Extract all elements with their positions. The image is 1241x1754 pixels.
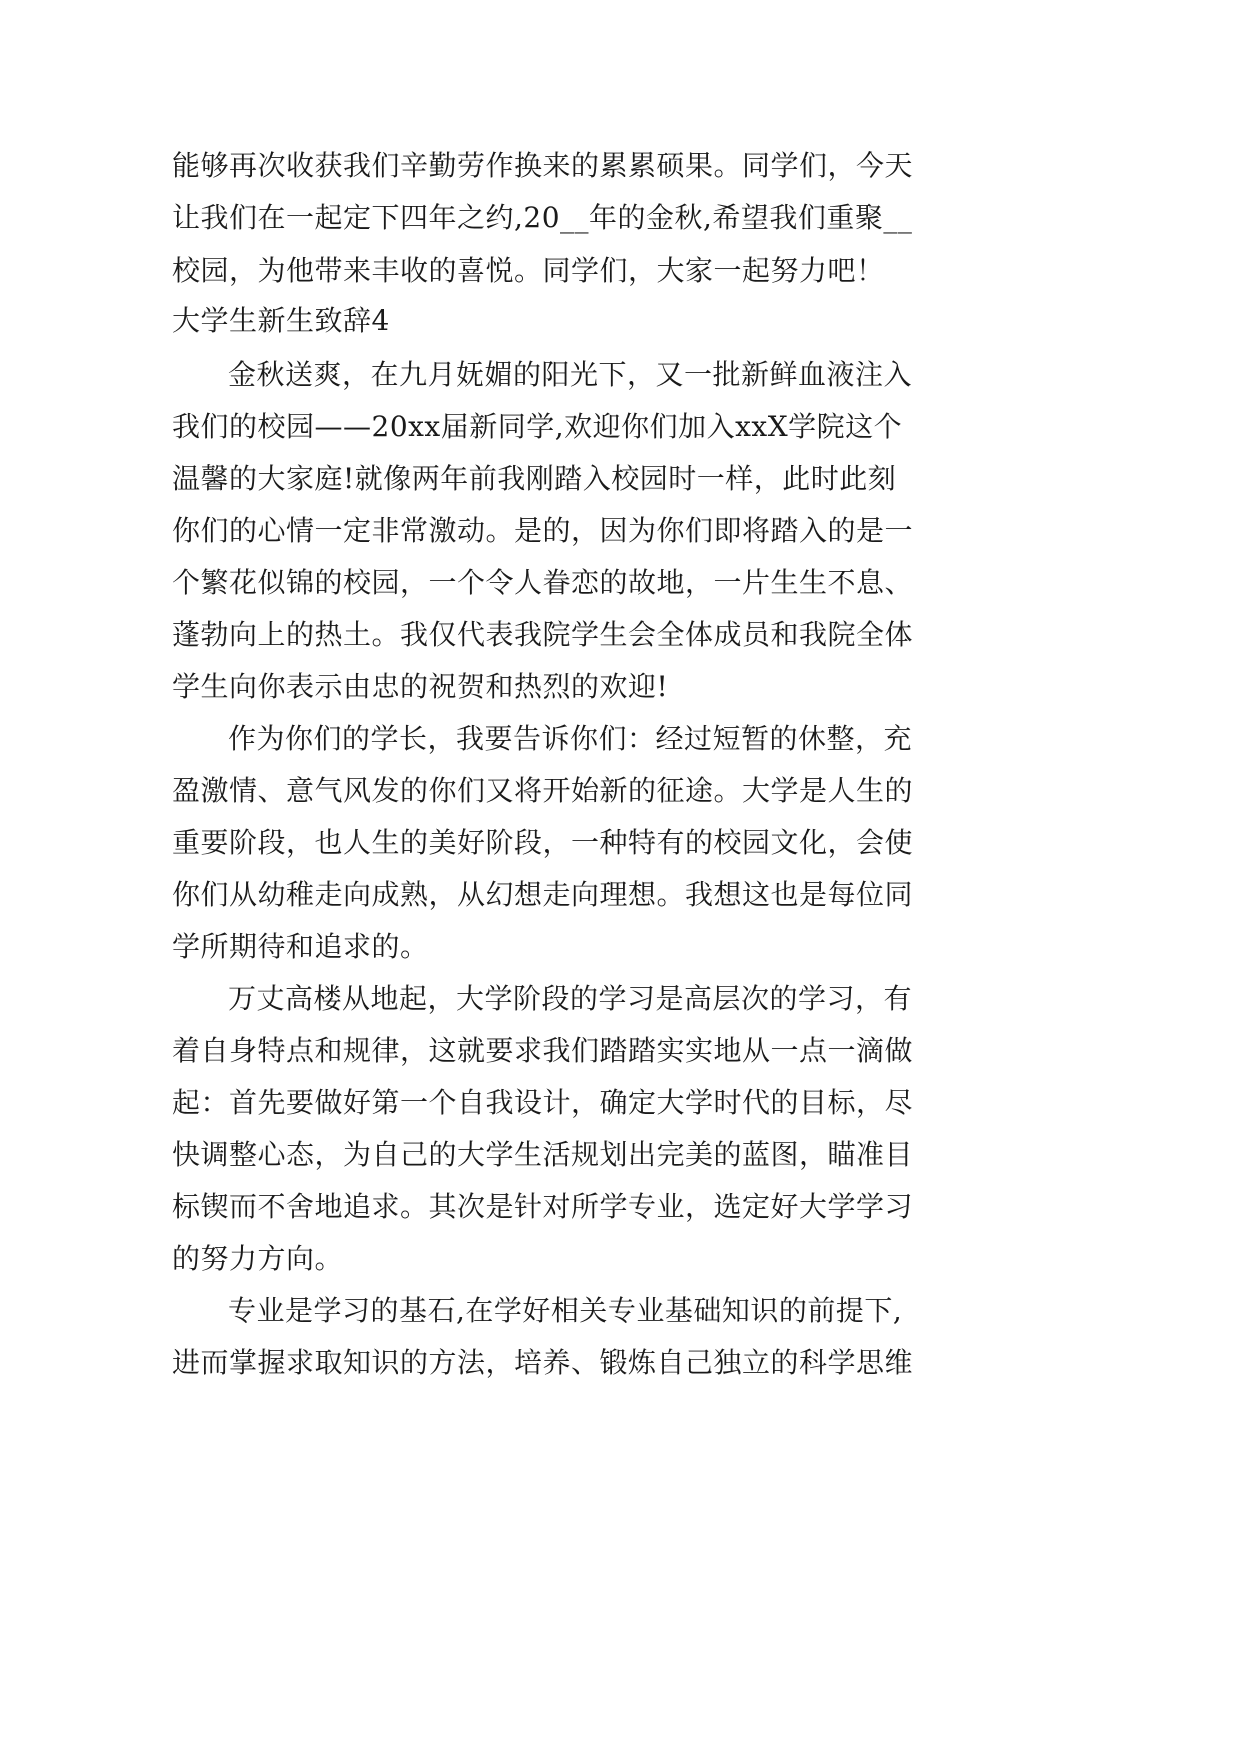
text-line: 温馨的大家庭!就像两年前我刚踏入校园时一样，此时此刻 xyxy=(172,462,897,495)
text-line: 快调整心态，为自己的大学生活规划出完美的蓝图，瞄准目 xyxy=(172,1138,914,1171)
section-heading: 大学生新生致辞4 xyxy=(172,304,390,337)
text-line: 能够再次收获我们辛勤劳作换来的累累硕果。同学们，今天 xyxy=(172,149,914,182)
text-line: 万丈高楼从地起，大学阶段的学习是高层次的学习，有 xyxy=(228,982,913,1015)
text-line: 重要阶段，也人生的美好阶段，一种特有的校园文化，会使 xyxy=(172,826,914,859)
text-line: 的努力方向。 xyxy=(172,1242,344,1275)
text-line: 你们从幼稚走向成熟，从幻想走向理想。我想这也是每位同 xyxy=(172,878,914,911)
text-line: 起：首先要做好第一个自我设计，确定大学时代的目标，尽 xyxy=(172,1086,914,1119)
text-line: 标锲而不舍地追求。其次是针对所学专业，选定好大学学习 xyxy=(172,1190,914,1223)
text-line: 蓬勃向上的热土。我仅代表我院学生会全体成员和我院全体 xyxy=(172,618,914,651)
text-line: 你们的心情一定非常激动。是的，因为你们即将踏入的是一 xyxy=(172,514,914,547)
text-line: 盈激情、意气风发的你们又将开始新的征途。大学是人生的 xyxy=(172,774,914,807)
text-line: 校园，为他带来丰收的喜悦。同学们，大家一起努力吧！ xyxy=(172,254,885,287)
text-line: 我们的校园——20xx届新同学,欢迎你们加入xxX学院这个 xyxy=(172,410,903,443)
text-line: 个繁花似锦的校园，一个令人眷恋的故地，一片生生不息、 xyxy=(172,566,914,599)
text-line: 专业是学习的基石,在学好相关专业基础知识的前提下, xyxy=(228,1294,903,1327)
text-line: 作为你们的学长，我要告诉你们：经过短暂的休整，充 xyxy=(228,722,913,755)
text-line: 学生向你表示由忠的祝贺和热烈的欢迎! xyxy=(172,670,669,703)
text-line: 学所期待和追求的。 xyxy=(172,930,429,963)
text-line: 金秋送爽，在九月妩媚的阳光下，又一批新鲜血液注入 xyxy=(228,358,913,391)
text-line: 让我们在一起定下四年之约,20__年的金秋,希望我们重聚__ xyxy=(172,201,913,234)
text-line: 着自身特点和规律，这就要求我们踏踏实实地从一点一滴做 xyxy=(172,1034,914,1067)
text-line: 进而掌握求取知识的方法，培养、锻炼自己独立的科学思维 xyxy=(172,1346,914,1379)
